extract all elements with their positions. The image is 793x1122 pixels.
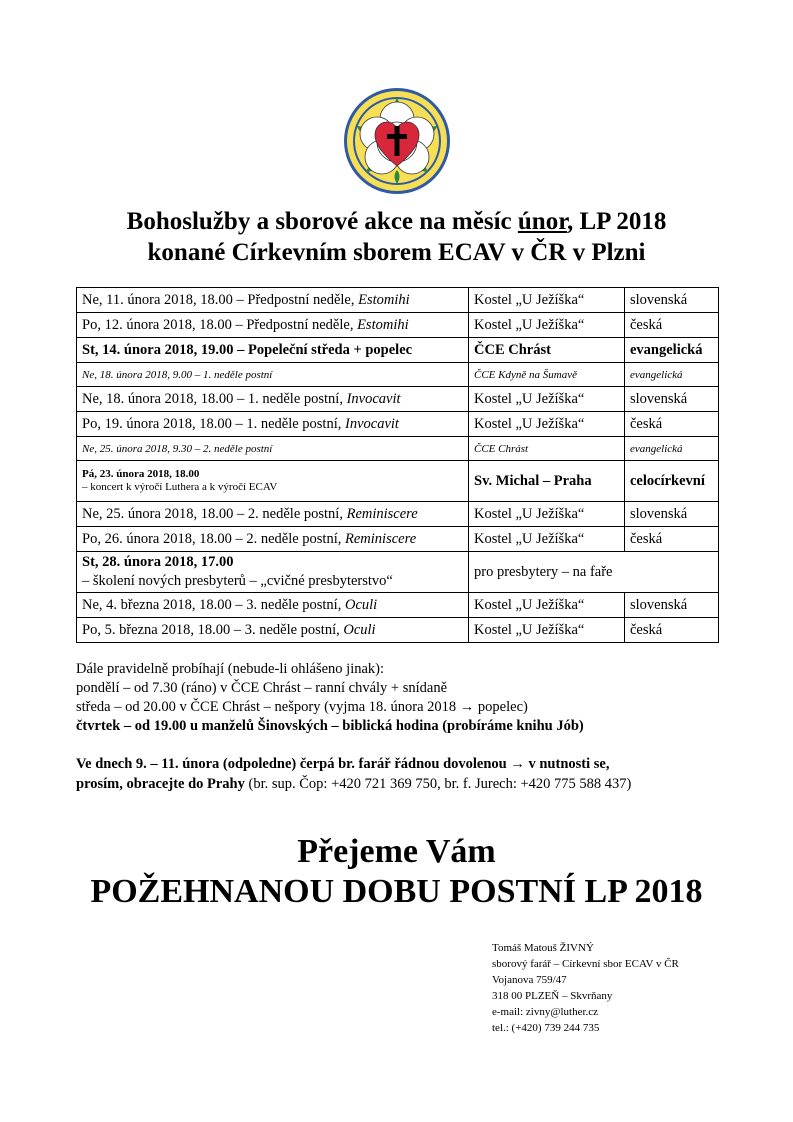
table-row: Ne, 11. února 2018, 18.00 – Předpostní neděle, Estomihi Kostel „U Ježíška“ slovenská xyxy=(77,288,719,313)
table-row: Po, 12. února 2018, 18.00 – Předpostní neděle, Estomihi Kostel „U Ježíška“ česká xyxy=(77,313,719,338)
table-row: St, 14. února 2018, 19.00 – Popeleční středa + popelec ČCE Chrást evangelická xyxy=(77,338,719,363)
signature-block: Tomáš Matouš ŽIVNÝ sborový farář – Církevní sbor ECAV v ČR Vojanova 759/47 318 00 PLZEŇ – Skvrňany e-mail: zivny@luther.cz tel.: (+420) 739 244 735 xyxy=(492,942,679,1034)
notes-wednesday: středa – od 20.00 v ČCE Chrást – nešpory (vyjma 18. února 2018 → popelec) xyxy=(76,699,528,715)
table-row: Ne, 18. února 2018, 18.00 – 1. neděle postní, Invocavit Kostel „U Ježíška“ slovenská xyxy=(77,387,719,412)
notes-monday: pondělí – od 7.30 (ráno) v ČCE Chrást – ranní chvály + snídaně xyxy=(76,680,448,696)
notes-intro: Dále pravidelně probíhají (nebude-li ohlášeno jinak): xyxy=(76,661,385,677)
table-row: Po, 19. února 2018, 18.00 – 1. neděle postní, Invocavit Kostel „U Ježíška“ česká xyxy=(77,412,719,437)
regular-events-notes xyxy=(76,660,736,736)
luther-rose-logo xyxy=(342,86,452,196)
table-row: Po, 26. února 2018, 18.00 – 2. neděle postní, Reminiscere Kostel „U Ježíška“ česká xyxy=(77,527,719,552)
page-title: Bohoslužby a sborové akce na měsíc únor, LP 2018 konané Církevním sborem ECAV v ČR v Plzni xyxy=(126,208,667,266)
table-row: St, 28. února 2018, 17.00 – školení nových presbyterů – „cvičné presbyterstvo“ pro presbytery – na faře xyxy=(77,552,719,593)
table-row: Ne, 18. února 2018, 9.00 – 1. neděle postní ČCE Kdyně na Šumavě evangelická xyxy=(77,363,719,387)
leave-notice: Ve dnech 9. – 11. února (odpoledne) čerpá br. farář řádnou dovolenou → v nutnosti se, prosím, obracejte do Prahy (br. sup. Čop: +420 721 369 750, br. f. Jurech: +420 775 588 437) xyxy=(76,756,632,792)
table-row: Ne, 4. března 2018, 18.00 – 3. neděle postní, Oculi Kostel „U Ježíška“ slovenská xyxy=(77,593,719,618)
table-row: Pá, 23. února 2018, 18.00 – koncert k výročí Luthera a k výročí ECAV Sv. Michal – Praha celocírkevní xyxy=(77,461,719,502)
blessing-heading: Přejeme Vám POŽEHNANOU DOBU POSTNÍ LP 2018 xyxy=(90,833,703,910)
table-row: Po, 5. března 2018, 18.00 – 3. neděle postní, Oculi Kostel „U Ježíška“ česká xyxy=(77,618,719,643)
notes-thursday: čtvrtek – od 19.00 u manželů Šinovských – biblická hodina (probíráme knihu Jób) xyxy=(76,718,584,734)
table-row: Ne, 25. února 2018, 18.00 – 2. neděle postní, Reminiscere Kostel „U Ježíška“ slovenská xyxy=(77,502,719,527)
table-row: Ne, 25. února 2018, 9.30 – 2. neděle postní ČCE Chrást evangelická xyxy=(77,437,719,461)
schedule-table xyxy=(76,287,719,643)
